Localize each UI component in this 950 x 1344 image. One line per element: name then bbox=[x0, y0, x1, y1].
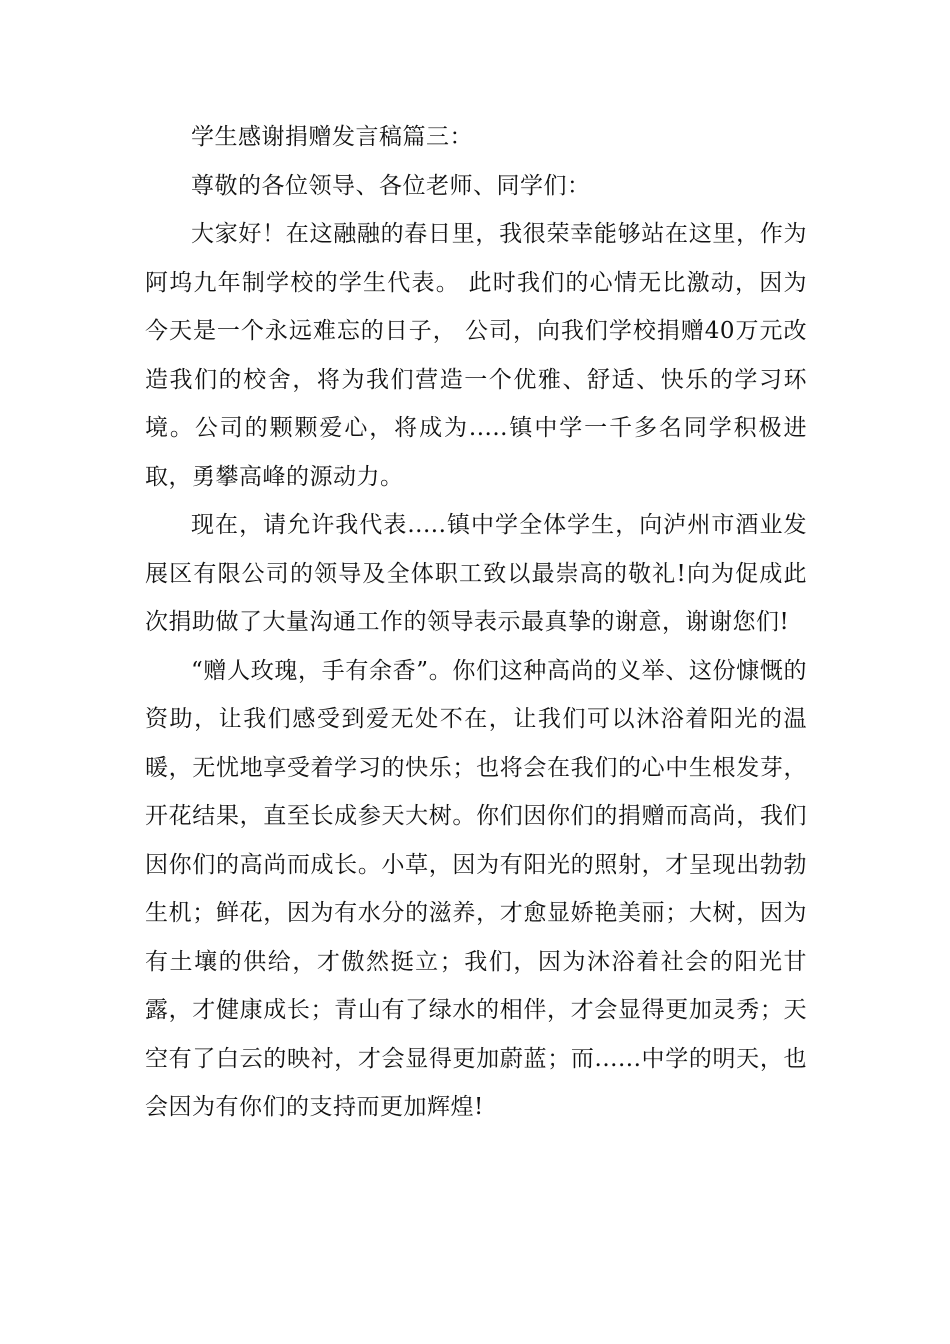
paragraph-roses: “赠人玫瑰，手有余香”。你们这种高尚的义举、这份慷慨的资助，让我们感受到爱无处不在，让我们可以沐浴着阳光的温暖，无忧地享受着学习的快乐；也将会在我们的心中生根发芽，开花结果，直至长成参天大树。你们因你们的捐赠而高尚，我们因你们的高尚而成长。小草，因为有阳光的照射，才呈现出勃勃生机；鲜花，因为有水分的滋养，才愈显娇艳美丽；大树，因为有土壤的供给，才傲然挺立；我们，因为沐浴着社会的阳光甘露，才健康成长；青山有了绿水的相伴，才会显得更加灵秀；天空有了白云的映衬，才会显得更加蔚蓝；而......中学的明天，也会因为有你们的支持而更加辉煌! bbox=[145, 657, 807, 1120]
salutation: 尊敬的各位领导、各位老师、同学们： bbox=[191, 172, 591, 199]
document-body bbox=[145, 113, 807, 1132]
document-heading: 学生感谢捐赠发言稿篇三： bbox=[191, 124, 473, 150]
paragraph-greeting: 大家好！在这融融的春日里，我很荣幸能够站在这里，作为阿坞九年制学校的学生代表。 此时我们的心情无比激动，因为今天是一个永远难忘的日子， 公司，向我们学校捐赠40万元改造我们的校舍，将为我们营造一个优雅、舒适、快乐的学习环境。公司的颗颗爱心，将成为.....镇中学一千多名同学积极进取，勇攀高峰的源动力。 bbox=[145, 221, 807, 490]
paragraph-thanks: 现在，请允许我代表.....镇中学全体学生，向泸州市酒业发展区有限公司的领导及全体职工致以最崇高的敬礼!向为促成此次捐助做了大量沟通工作的领导表示最真挚的谢意，谢谢您们! bbox=[145, 512, 807, 635]
